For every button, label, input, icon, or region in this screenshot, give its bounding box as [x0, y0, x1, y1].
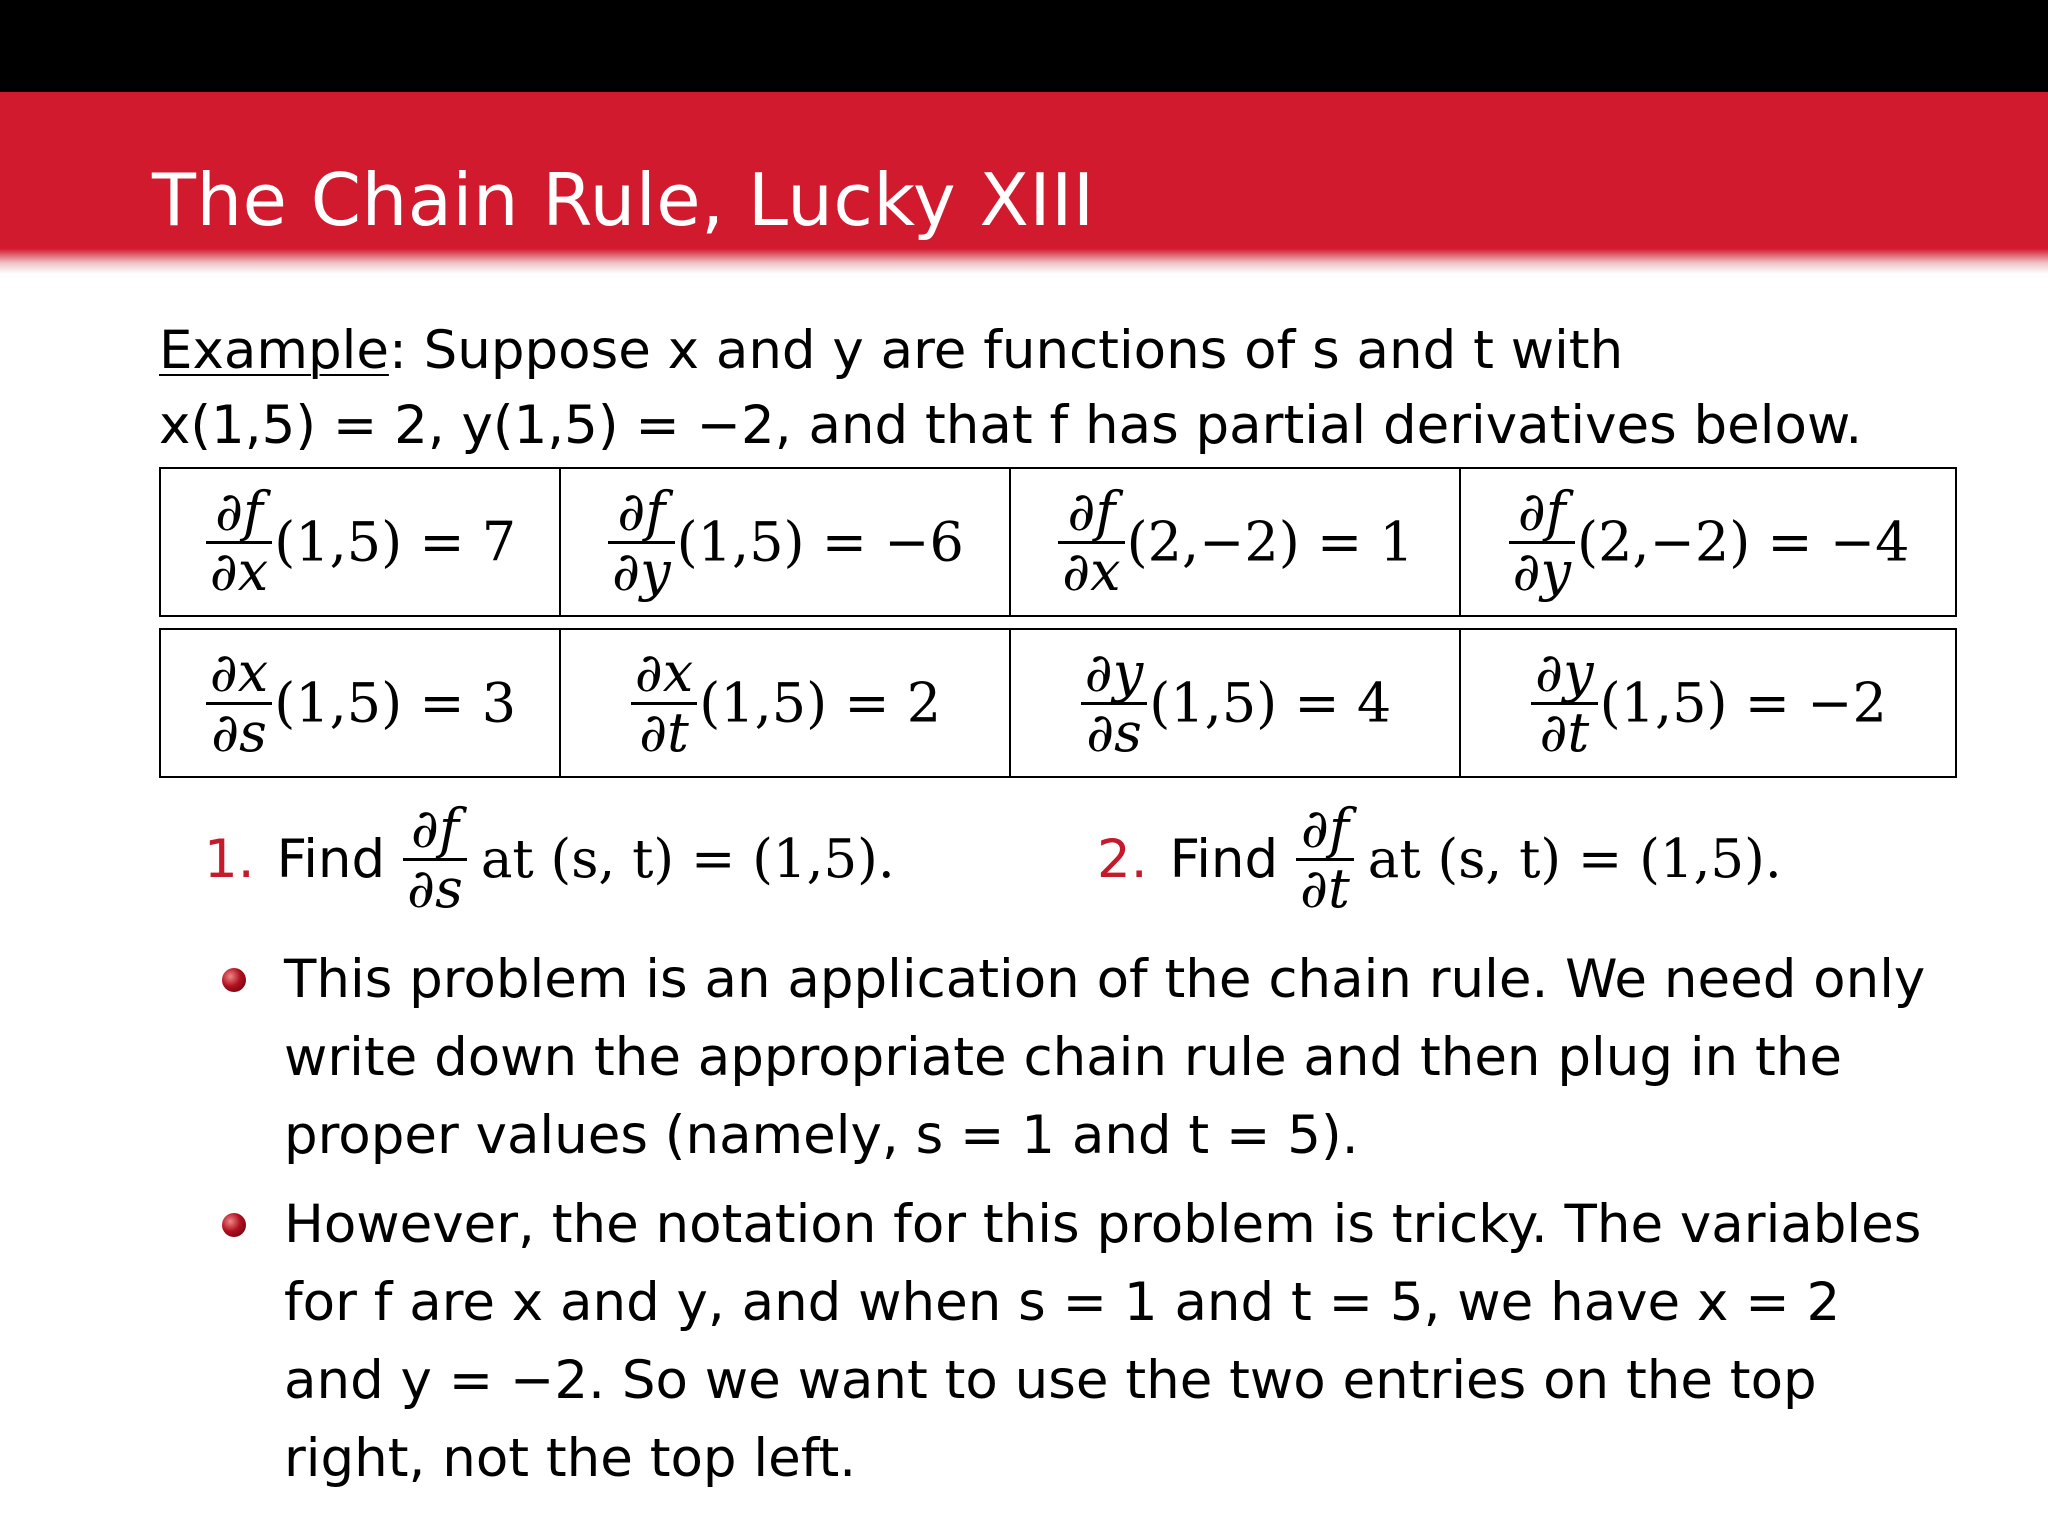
- bullet-1: This problem is an application of the chain rule. We need only write down the appropriate chain rule and then plug in the proper values (namely, s = 1 and t = 5).: [284, 949, 1926, 1166]
- table-cell: $\frac{\partial y}{\partial t}$ (1,5) = −2: [1460, 629, 1956, 777]
- table-cell: $\frac{\partial f}{\partial x}$ (1,5) = 7: [160, 468, 560, 616]
- table-cell: $\frac{\partial x}{\partial s}$ (1,5) = 3: [160, 629, 560, 777]
- slide-title: The Chain Rule, Lucky XIII: [152, 158, 1095, 242]
- problem-2: 2. Find $\frac{\partial f}{\partial t}$ at (s, t) = (1,5).: [1097, 796, 1782, 920]
- table-cell: $\frac{\partial y}{\partial s}$ (1,5) = 4: [1010, 629, 1460, 777]
- table-row: [160, 629, 1956, 777]
- problem-number: 2.: [1097, 828, 1148, 890]
- partial-derivatives-table-xy: [159, 628, 1957, 778]
- bullet-2: However, the notation for this problem is tricky. The variables for f are x and y, and when s = 1 and t = 5, we have x = 2 and y = −2. So we want to use the two entries on the top right, not the top left.: [284, 1194, 1922, 1489]
- problem-number: 1.: [204, 828, 255, 890]
- bullet-icon: [222, 968, 246, 992]
- example-line-2: x(1,5) = 2, y(1,5) = −2, and that f has partial derivatives below.: [159, 395, 1863, 456]
- table-cell: $\frac{\partial f}{\partial x}$ (2,−2) = 1: [1010, 468, 1460, 616]
- example-label: Example: [159, 320, 389, 381]
- bullet-icon: [222, 1213, 246, 1237]
- example-line-1-text: : Suppose x and y are functions of s and t with: [388, 320, 1624, 381]
- table-cell: $\frac{\partial f}{\partial y}$ (1,5) = −6: [560, 468, 1010, 616]
- table-row: [160, 468, 1956, 616]
- problem-1: 1. Find $\frac{\partial f}{\partial s}$ at (s, t) = (1,5).: [204, 796, 895, 920]
- table-cell: $\frac{\partial f}{\partial y}$ (2,−2) = −4: [1460, 468, 1956, 616]
- table-cell: $\frac{\partial x}{\partial t}$ (1,5) = 2: [560, 629, 1010, 777]
- example-line-1: [159, 320, 1623, 382]
- partial-derivatives-table-f: [159, 467, 1957, 617]
